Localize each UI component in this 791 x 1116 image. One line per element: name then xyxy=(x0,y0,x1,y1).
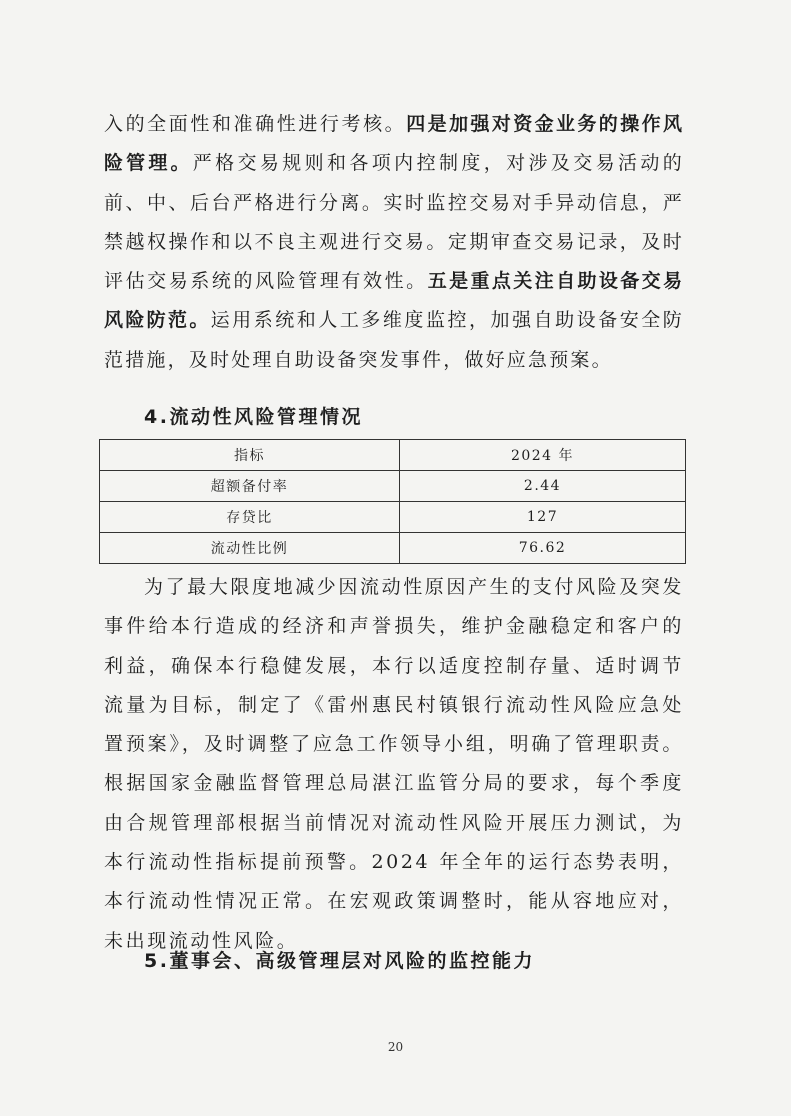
section-heading-liquidity: 4.流动性风险管理情况 xyxy=(144,406,363,428)
liquidity-paragraph: 为了最大限度地减少因流动性原因产生的支付风险及突发事件给本行造成的经济和声誉损失，维护金融稳定和客户的利益，确保本行稳健发展，本行以适度控制存量、适时调节流量为目标，制定了《雷州惠民村镇银行流动性风险应急处置预案》，及时调整了应急工作领导小组，明确了管理职责。根据国家金融监督管理总局湛江监管分局的要求，每个季度由合规管理部根据当前情况对流动性风险开展压力测试，为本行流动性指标提前预警。2024 年全年的运行态势表明，本行流动性情况正常。在宏观政策调整时，能从容地应对，未出现流动性风险。 xyxy=(104,576,685,952)
paragraph-text: 严格交易规则和各项内控制度，对涉及交易活动的前、中、后台严格进行分离。实时监控交易对手异动信息，严禁越权操作和以不良主观进行交易。定期审查交易记录，及时评估交易系统的风险管理有效性。 xyxy=(104,152,684,293)
paragraph-text: 运用系统和人工多维度监控，加强自助设备安全防范措施，及时处理自助设备突发事件，做好应急预案。 xyxy=(104,309,684,371)
table-row xyxy=(100,471,686,502)
bold-point-four: 四是加强对资金业务的操作风险管理。 xyxy=(104,113,684,175)
paragraph-text: 入的全面性和准确性进行考核。 xyxy=(104,113,407,135)
table-cell-indicator: 流动性比例 xyxy=(100,533,400,564)
page-number: 20 xyxy=(387,1040,404,1054)
table-cell-indicator: 超额备付率 xyxy=(100,471,400,502)
risk-management-paragraph xyxy=(104,105,684,380)
table-header-cell: 指标 xyxy=(100,440,400,471)
table-cell-value: 76.62 xyxy=(400,533,686,564)
table-cell-value: 127 xyxy=(400,502,686,533)
section-heading-board-oversight: 5.董事会、高级管理层对风险的监控能力 xyxy=(144,950,535,972)
table-row xyxy=(100,502,686,533)
table-row xyxy=(100,533,686,564)
bold-point-five: 五是重点关注自助设备交易风险防范。 xyxy=(104,270,684,332)
liquidity-indicator-table xyxy=(99,439,686,564)
table-cell-value: 2.44 xyxy=(400,471,686,502)
table-header-row xyxy=(100,440,686,471)
table-header-cell: 2024 年 xyxy=(400,440,686,471)
table-cell-indicator: 存贷比 xyxy=(100,502,400,533)
